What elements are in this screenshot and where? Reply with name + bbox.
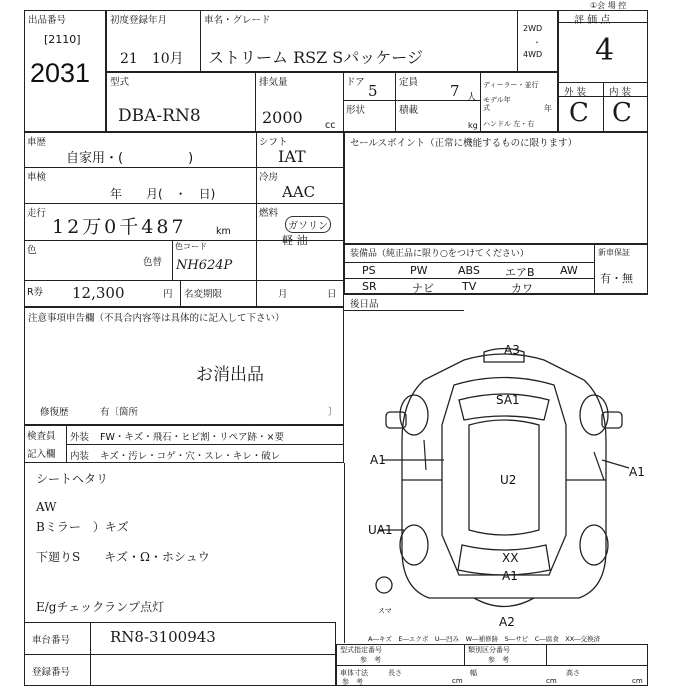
damage-mark: XX xyxy=(502,551,519,565)
mileage-label: 走行 xyxy=(27,208,47,219)
height-unit: cm xyxy=(632,677,643,685)
month-unit: 月 xyxy=(278,289,288,300)
inspection-value: 年 月( ・ 日) xyxy=(110,187,216,201)
width-label: 幅 xyxy=(470,669,477,677)
later-docs-label: 後日品 xyxy=(350,299,379,310)
damage-mark: A2 xyxy=(499,615,515,629)
year-unit: 年 xyxy=(544,104,552,113)
damage-mark: UA1 xyxy=(368,523,393,537)
suma-label: スマ xyxy=(378,607,392,615)
exterior-value: C xyxy=(569,98,589,128)
load-label: 積載 xyxy=(399,105,419,116)
cc-unit: cc xyxy=(325,120,336,131)
new-car-value: 有・無 xyxy=(600,272,633,285)
doors-label: ドア xyxy=(346,77,365,88)
history-value: 自家用・( ) xyxy=(66,151,194,166)
damage-mark: SA1 xyxy=(496,393,520,407)
car-damage-diagram xyxy=(344,330,664,630)
capacity-value: 7 xyxy=(450,82,460,100)
notes-box xyxy=(24,307,344,425)
inspection-label: 車検 xyxy=(27,172,47,183)
lot-label: 出品番号 xyxy=(28,15,67,26)
chassis-label: 車台番号 xyxy=(32,635,71,646)
equipment-item: PW xyxy=(410,264,428,277)
corner-note: ①会 場 控 xyxy=(590,1,627,10)
type-value: DBA-RN8 xyxy=(118,106,201,126)
color-code-label: 色コード xyxy=(175,242,207,251)
inspector-row1-text: FW・キズ・飛石・ヒビ割・リペア跡・×要 xyxy=(100,432,284,443)
remark-line: 下廻りS キズ・Ω・ホシュウ xyxy=(36,550,210,564)
equipment-item: TV xyxy=(462,280,477,293)
score-label: 評 価 点 xyxy=(574,15,611,26)
repair-label: 修復歴 xyxy=(40,407,69,418)
drive-2wd: 2WD xyxy=(523,24,543,33)
inspector-row1-label: 外装 xyxy=(70,432,90,443)
damage-mark: U2 xyxy=(500,473,517,487)
load-unit: kg xyxy=(468,121,478,130)
recycle-unit: 円 xyxy=(163,289,173,300)
color-code-value: NH624P xyxy=(176,258,233,273)
recycle-label: R券 xyxy=(27,287,44,298)
color-label: 色 xyxy=(27,245,37,256)
damage-mark: A1 xyxy=(629,465,645,479)
doors-value: 5 xyxy=(368,82,378,100)
dims-label: 車体寸法 xyxy=(340,669,368,677)
equipment-item: AW xyxy=(560,264,578,277)
damage-mark: A1 xyxy=(502,569,518,583)
shift-label: シフト xyxy=(259,137,288,148)
mileage-unit: km xyxy=(216,226,231,237)
exterior-label: 外 装 xyxy=(564,87,587,98)
equipment-item: SR xyxy=(362,280,377,293)
inspector-label2: 記入欄 xyxy=(27,449,56,460)
lot-code: [2110] xyxy=(44,33,81,46)
mileage-value: 12万0千487 xyxy=(52,216,187,238)
shape-label: 形状 xyxy=(346,105,366,116)
drive-4wd: 4WD xyxy=(523,50,543,59)
remark-line: AW xyxy=(36,500,57,514)
history-label: 車歴 xyxy=(27,137,47,148)
capacity-label: 定員 xyxy=(399,77,419,88)
equipment-label: 装備品（純正品に限り○をつけてください） xyxy=(350,249,529,259)
equipment-item: ABS xyxy=(458,264,480,277)
chassis-value: RN8-3100943 xyxy=(110,628,216,646)
model-label: 車名・グレード xyxy=(204,15,271,26)
interior-label: 内 装 xyxy=(609,87,632,98)
interior-value: C xyxy=(612,98,632,128)
remark-line: E/gチェックランプ点灯 xyxy=(36,600,165,614)
category-reference: 参 考 xyxy=(488,656,509,664)
equipment-item: PS xyxy=(362,264,376,277)
height-label: 高さ xyxy=(566,669,580,677)
dims-reference: 参 考 xyxy=(342,678,363,686)
diagram-legend: A―キズ E―エクボ U―凹み W―補修跡 S―サビ C―腐食 XX―交換済 xyxy=(368,635,601,643)
damage-mark: A3 xyxy=(504,343,520,357)
model-year-label: モデル年式 xyxy=(483,96,511,112)
capacity-unit: 人 xyxy=(467,92,477,103)
repair-close: 〕 xyxy=(328,407,338,418)
reg-label: 初度登録年月 xyxy=(110,15,168,26)
reg-value: 21 10月 xyxy=(120,51,184,67)
designation-label: 型式指定番号 xyxy=(340,646,382,654)
notes-label: 注意事項申告欄（不具合内容等は具体的に記入して下さい） xyxy=(28,313,285,324)
equipment-item: カワ xyxy=(511,282,533,295)
dealer-label: ディーラー・並行 xyxy=(483,81,539,89)
fuel-label: 燃料 xyxy=(259,208,279,219)
remark-line: Bミラー ）キズ xyxy=(36,520,129,534)
recycle-value: 12,300 xyxy=(72,284,125,302)
shift-value: IAT xyxy=(278,147,306,166)
repair-value: 有〔箇所 xyxy=(100,407,139,418)
day-unit: 日 xyxy=(327,289,337,300)
handle-label: ハンドル 左・右 xyxy=(483,120,535,128)
new-car-label: 新車保証 xyxy=(598,248,630,257)
length-label: 長さ xyxy=(388,669,402,677)
inspector-row2-label: 内装 xyxy=(70,451,90,462)
ac-value: AAC xyxy=(282,183,316,201)
color-swatch-label: 色替 xyxy=(143,257,163,268)
type-label: 型式 xyxy=(110,77,130,88)
drive-dot: ・ xyxy=(533,38,541,47)
lot-number: 2031 xyxy=(30,58,91,88)
fuel-value: ガソリン xyxy=(285,216,331,233)
damage-mark: A1 xyxy=(370,453,386,467)
length-unit: cm xyxy=(452,677,463,685)
category-label: 類別区分番号 xyxy=(468,646,510,654)
sales-label: セールスポイント（正常に機能するものに限ります） xyxy=(350,138,578,149)
ac-label: 冷房 xyxy=(259,172,279,183)
fuel-alt: 軽 油 xyxy=(282,234,308,247)
cc-label: 排気量 xyxy=(259,77,288,88)
inspector-label1: 検査員 xyxy=(27,431,56,442)
model-value: ストリーム RSZ Sパッケージ xyxy=(208,48,423,67)
footer-reg-label: 登録番号 xyxy=(32,667,71,678)
width-unit: cm xyxy=(546,677,557,685)
cc-value: 2000 xyxy=(262,108,303,127)
equipment-item: エアB xyxy=(505,266,535,279)
designation-reference: 参 考 xyxy=(360,656,381,664)
score-value: 4 xyxy=(595,33,615,68)
remark-line: シートヘタリ xyxy=(36,472,109,486)
equipment-item: ナビ xyxy=(412,282,434,295)
inspector-row2-text: キズ・汚レ・コゲ・穴・スレ・キレ・破レ xyxy=(100,451,281,462)
notes-handwritten: お消出品 xyxy=(196,365,264,385)
name-change-label: 名変期限 xyxy=(184,289,223,300)
